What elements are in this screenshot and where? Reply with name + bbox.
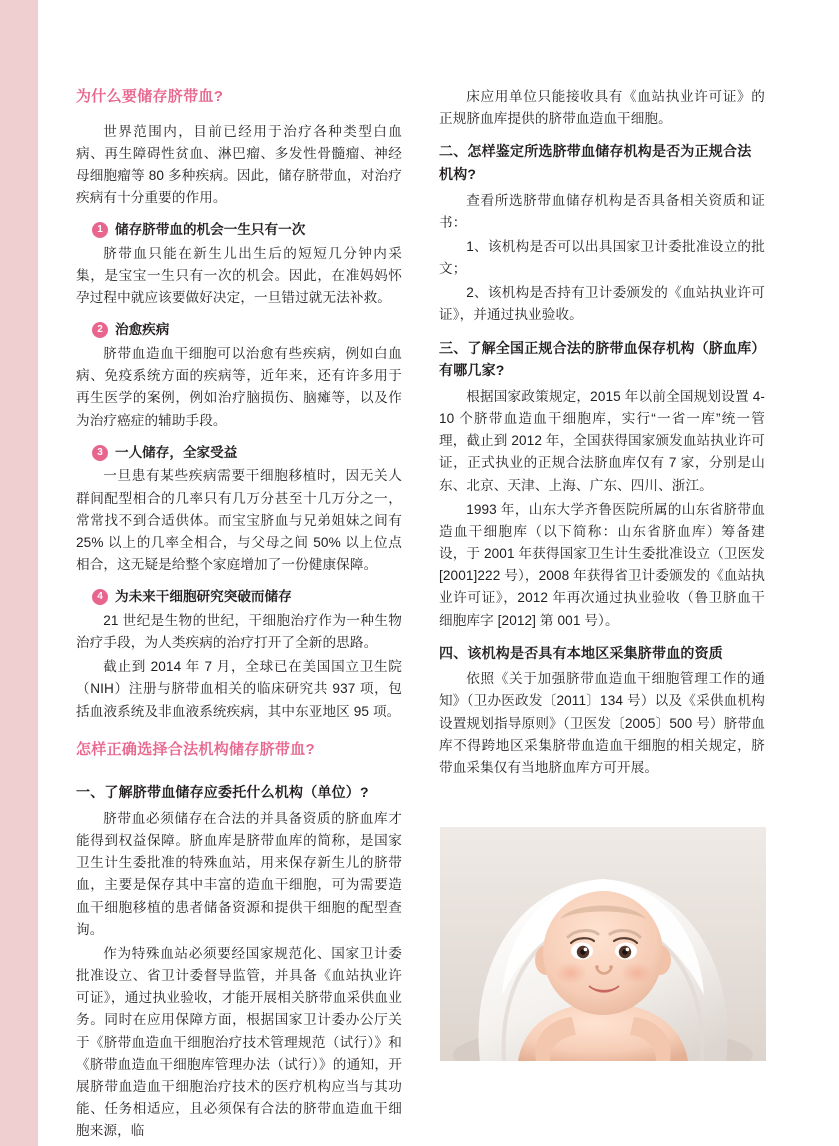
- list-item: [76, 586, 402, 654]
- subsection-2-point-2: 2、该机构是否持有卫计委颁发的《血站执业许可证》，并通过执业验收。: [439, 285, 765, 323]
- number-badge-icon: 3: [92, 445, 108, 461]
- subsection-heading-1: 一、了解脐带血储存应委托什么机构（单位）?: [76, 784, 369, 801]
- list-item-heading: [76, 319, 402, 341]
- number-badge-icon: 2: [92, 322, 108, 338]
- left-decorative-bar: [0, 0, 38, 1146]
- subsection-2-point-1: 1、该机构是否可以出具国家卫计委批准设立的批文；: [439, 238, 765, 277]
- number-badge-icon: 4: [92, 589, 108, 605]
- list-item-body: 脐带血只能在新生儿出生后的短短几分钟内采集，是宝宝一生只有一次的机会。因此，在准妈妈怀孕过程中就应该要做好决定，一旦错过就无法补救。: [76, 245, 402, 306]
- baby-photo: [440, 827, 766, 1061]
- subsection-3-body-2: 1993 年，山东大学齐鲁医院所属的山东省脐带血造血干细胞库（以下简称：山东省脐血库）筹备建设，于 2001 年获得国家卫生计生委批准设立（卫医发 [2001]222 号），2008 年获得省卫计委颁发的《血站执业许可证》，2012 年再次通过执业验收（鲁卫脐血干细胞库字 [2012] 第 001 号）。: [439, 501, 765, 628]
- intro-paragraph: 世界范围内，目前已经用于治疗各种类型白血病、再生障碍性贫血、淋巴瘤、多发性骨髓瘤、神经母细胞瘤等 80 多种疾病。因此，储存脐带血，对治疗疾病有十分重要的作用。: [76, 123, 402, 205]
- section-title-why-store: 为什么要储存脐带血?: [76, 88, 224, 105]
- left-column: [76, 86, 402, 1144]
- list-item: [76, 219, 402, 309]
- list-item-heading: [76, 442, 402, 464]
- subsection-4-body: 依照《关于加强脐带血造血干细胞管理工作的通知》（卫办医政发〔2011〕134 号）以及《采供血机构设置规划指导原则》（卫医发〔2005〕500 号）脐带血库不得跨地区采集脐带血造血干细胞的相关规定，脐带血采集仅有当地脐血库方可开展。: [439, 671, 765, 775]
- list-item-title: 为未来干细胞研究突破而储存: [115, 589, 292, 605]
- subsection-3-body-1: 根据国家政策规定，2015 年以前全国规划设置 4-10 个脐带血造血干细胞库，实行“一省一库”统一管理，截止到 2012 年，全国获得国家颁发血站执业许可证，正式执业的正规合法脐血库仅有 7 家，分别是山东、北京、天津、上海、广东、四川、浙江。: [439, 388, 765, 493]
- list-item-title: 一人储存，全家受益: [115, 444, 238, 460]
- list-item-heading: [76, 586, 402, 608]
- continuation-paragraph: 床应用单位只能接收具有《血站执业许可证》的正规脐血库提供的脐带血造血干细胞。: [439, 89, 765, 127]
- subsection-heading-2: 二、怎样鉴定所选脐带血储存机构是否为正规合法机构?: [439, 143, 752, 182]
- list-item-title: 储存脐带血的机会一生只有一次: [115, 222, 306, 238]
- subsection-2-lead: 查看所选脐带血储存机构是否具备相关资质和证书：: [439, 192, 765, 230]
- list-item: [76, 442, 402, 577]
- number-badge-icon: 1: [92, 222, 108, 238]
- section-title-how-to-choose: 怎样正确选择合法机构储存脐带血?: [76, 740, 315, 758]
- closing-paragraph: 截止到 2014 年 7 月，全球已在美国国立卫生院（NIH）注册与脐带血相关的临床研究共 937 项，包括血液系统及非血液系统疾病，其中东亚地区 95 项。: [76, 659, 402, 719]
- list-item-body: 21 世纪是生物的世纪，干细胞治疗作为一种生物治疗手段，为人类疾病的治疗打开了全新的思路。: [76, 613, 402, 651]
- list-item-heading: [76, 219, 402, 241]
- list-item-body: 一旦患有某些疾病需要干细胞移植时，因无关人群间配型相合的几率只有几万分甚至十几万分之一，常常找不到合适供体。而宝宝脐血与兄弟姐妹之间有 25% 以上的几率全相合，与父母之间 50% 以上位点相合，这无疑是给整个家庭增加了一份健康保障。: [76, 468, 402, 573]
- subsection-heading-3: 三、了解全国正规合法的脐带血保存机构（脐血库）有哪几家?: [439, 339, 759, 379]
- list-item: [76, 319, 402, 431]
- subsection-1-body-1: 脐带血必须储存在合法的并具备资质的脐血库才能得到权益保障。脐血库是脐带血库的简称，是国家卫生计生委批准的特殊血站，用来保存新生儿的脐带血，主要是保存其中丰富的造血干细胞，可为需要造血干细胞移植的患者储备资源和提供干细胞的配型查询。: [76, 810, 402, 937]
- subsection-1-body-2: 作为特殊血站必须要经国家规范化、国家卫计委批准设立、省卫计委督导监管，并具备《血站执业许可证》，通过执业验收，才能开展相关脐带血采供血业务。同时在应用保障方面，根据国家卫计委办公厅关于《脐带血造血干细胞治疗技术管理规范（试行）》和《脐带血造血干细胞库管理办法（试行）》的通知，开展脐带血造血干细胞治疗技术的医疗机构应当与其功能、任务相适应，且必须保有合法的脐带血造血干细胞来源，临: [76, 945, 402, 1139]
- list-item-body: 脐带血造血干细胞可以治愈有些疾病，例如白血病、免疫系统方面的疾病等，近年来，还有许多用于再生医学的案例，例如治疗脑损伤、脑瘫等，以及作为治疗癌症的辅助手段。: [76, 346, 402, 428]
- list-item-title: 治愈疾病: [115, 322, 170, 338]
- subsection-heading-4: 四、该机构是否具有本地区采集脐带血的资质: [439, 644, 723, 661]
